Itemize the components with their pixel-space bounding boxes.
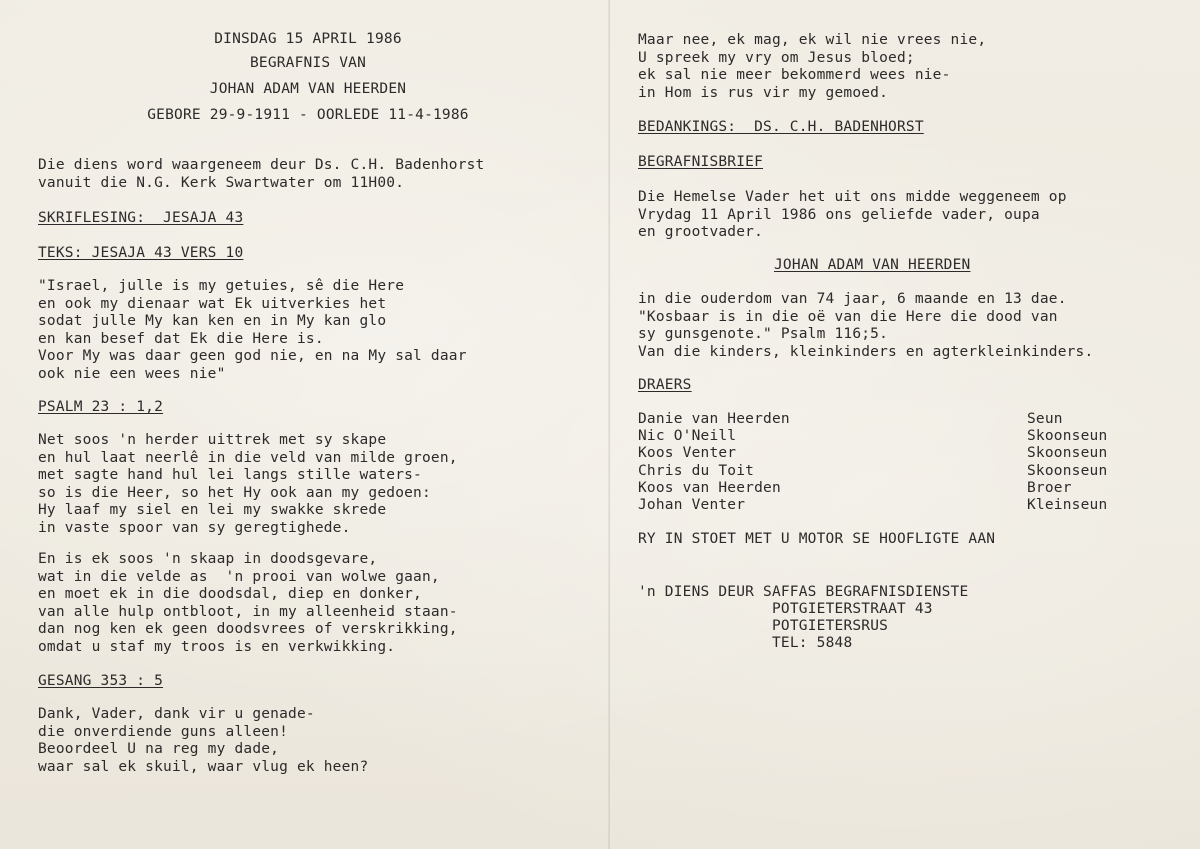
- verse-line: en moet ek in die doodsdal, diep en donker,: [38, 586, 422, 603]
- pallbearer-relation: Skoonseun: [1027, 462, 1108, 479]
- pallbearer-name: Danie van Heerden: [638, 411, 790, 427]
- verse-line: en ook my dienaar wat Ek uitverkies het: [38, 295, 387, 312]
- verse-line: in vaste spoor van sy geregtighede.: [38, 519, 351, 536]
- pallbearers-heading: DRAERS: [638, 377, 692, 393]
- age-line: sy gunsgenote." Psalm 116;5.: [638, 326, 889, 343]
- hymn-verse-continued: [638, 32, 986, 102]
- verse-line: met sagte hand hul lei langs stille waters-: [38, 467, 422, 484]
- verse-line: dan nog ken ek geen doodsvrees of verskrikking,: [38, 621, 458, 638]
- verse-line: omdat u staf my troos is en verkwikking.: [38, 638, 396, 655]
- verse-line: waar sal ek skuil, waar vlug ek heen?: [38, 758, 369, 775]
- letter-line: Die Hemelse Vader het uit ons midde weggeneem op: [638, 189, 1067, 205]
- text-verse: [38, 278, 467, 384]
- motor-notice: RY IN STOET MET U MOTOR SE HOOFLIGTE AAN: [638, 531, 996, 547]
- verse-line: Beoordeel U na reg my dade,: [38, 741, 280, 758]
- pallbearer-name: Koos van Heerden: [638, 479, 781, 496]
- pallbearer-relation: Seun: [1027, 411, 1063, 427]
- pallbearer-relation: Skoonseun: [1027, 445, 1108, 462]
- undertaker-line: 'n DIENS DEUR SAFFAS BEGRAFNISDIENSTE: [638, 584, 969, 600]
- verse-line: die onverdiende guns alleen!: [38, 723, 289, 740]
- intro-line: Die diens word waargeneem deur Ds. C.H. Badenhorst: [38, 157, 485, 173]
- undertaker-phone: TEL: 5848: [772, 635, 853, 651]
- verse-line: wat in die velde as 'n prooi van wolwe gaan,: [38, 568, 440, 585]
- pallbearer-relation: Broer: [1027, 479, 1072, 496]
- text-heading: TEKS: JESAJA 43 VERS 10: [38, 245, 244, 261]
- header-deceased-name: JOHAN ADAM VAN HEERDEN: [209, 81, 407, 97]
- funeral-letter-body: [638, 189, 1067, 242]
- verse-line: en kan besef dat Ek die Here is.: [38, 330, 324, 347]
- age-line: "Kosbaar is in die oë van die Here die dood van: [638, 308, 1058, 325]
- verse-line: Dank, Vader, dank vir u genade-: [38, 706, 315, 722]
- pallbearer-row: [638, 463, 1178, 480]
- undertaker-town: POTGIETERSRUS: [772, 618, 889, 634]
- verse-line: sodat julle My kan ken en in My kan glo: [38, 313, 387, 330]
- intro-line: vanuit die N.G. Kerk Swartwater om 11H00.: [38, 174, 405, 191]
- age-and-family: [638, 291, 1093, 361]
- psalm-verse-2: [38, 551, 458, 657]
- header-burial-of: BEGRAFNIS VAN: [249, 55, 367, 71]
- verse-line: U spreek my vry om Jesus bloed;: [638, 49, 915, 66]
- page-fold: [608, 0, 611, 849]
- verse-line: ek sal nie meer bekommerd wees nie-: [638, 67, 951, 84]
- verse-line: Maar nee, ek mag, ek wil nie vrees nie,: [638, 32, 987, 48]
- verse-line: Net soos 'n herder uittrek met sy skape: [38, 432, 387, 448]
- letter-line: Vrydag 11 April 1986 ons geliefde vader, oupa: [638, 206, 1040, 223]
- header-birth-death: GEBORE 29-9-1911 - OORLEDE 11-4-1986: [147, 107, 469, 123]
- age-line: Van die kinders, kleinkinders en agterkleinkinders.: [638, 343, 1094, 360]
- pallbearer-row: [638, 480, 1178, 497]
- pallbearer-relation: Skoonseun: [1027, 428, 1108, 445]
- verse-line: "Israel, julle is my getuies, sê die Here: [38, 278, 405, 294]
- service-intro: [38, 157, 485, 192]
- pallbearer-row: [638, 497, 1178, 514]
- verse-line: so is die Heer, so het Hy ook aan my gedoen:: [38, 484, 431, 501]
- pallbearer-name: Koos Venter: [638, 445, 737, 462]
- verse-line: ook nie een wees nie": [38, 365, 226, 382]
- psalm-verse-1: [38, 432, 458, 538]
- pallbearer-row: [638, 411, 1178, 428]
- pallbearer-name: Johan Venter: [638, 496, 746, 513]
- scripture-reading-heading: SKRIFLESING: JESAJA 43: [38, 210, 244, 226]
- thanks-heading: BEDANKINGS: DS. C.H. BADENHORST: [638, 119, 924, 135]
- verse-line: Hy laaf my siel en lei my swakke skrede: [38, 502, 387, 519]
- pallbearers-list: [638, 411, 1178, 514]
- verse-line: en hul laat neerlê in die veld van milde groen,: [38, 449, 458, 466]
- letter-line: en grootvader.: [638, 224, 764, 241]
- verse-line: in Hom is rus vir my gemoed.: [638, 84, 889, 101]
- age-line: in die ouderdom van 74 jaar, 6 maande en 13 dae.: [638, 291, 1067, 307]
- psalm-heading: PSALM 23 : 1,2: [38, 399, 164, 415]
- pallbearer-name: Nic O'Neill: [638, 428, 737, 445]
- pallbearer-row: [638, 428, 1178, 445]
- pallbearer-name: Chris du Toit: [638, 462, 755, 479]
- deceased-name: JOHAN ADAM VAN HEERDEN: [774, 257, 971, 273]
- verse-line: Voor My was daar geen god nie, en na My sal daar: [38, 348, 467, 365]
- hymn-heading: GESANG 353 : 5: [38, 673, 164, 689]
- funeral-letter-heading: BEGRAFNISBRIEF: [638, 154, 764, 170]
- pallbearer-relation: Kleinseun: [1027, 496, 1108, 513]
- undertaker-street: POTGIETERSTRAAT 43: [772, 601, 933, 617]
- verse-line: En is ek soos 'n skaap in doodsgevare,: [38, 551, 378, 567]
- pallbearer-row: [638, 445, 1178, 462]
- header-date: DINSDAG 15 APRIL 1986: [214, 31, 402, 47]
- verse-line: van alle hulp ontbloot, in my alleenheid staan-: [38, 603, 458, 620]
- hymn-verse: [38, 706, 368, 776]
